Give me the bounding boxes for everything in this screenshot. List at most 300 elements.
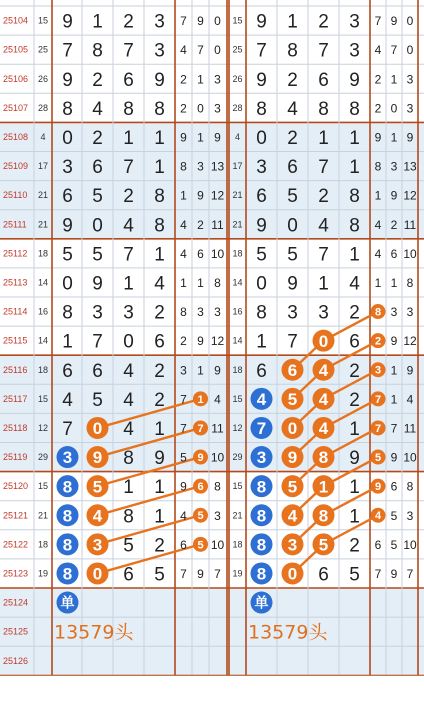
draw-digit: 9	[92, 273, 103, 295]
tail-digit: 7	[197, 43, 204, 58]
tail-digit: 2	[180, 334, 187, 349]
tail-digit: 13	[210, 159, 225, 174]
draw-digit: 1	[349, 127, 360, 149]
odd-label: 单	[60, 595, 75, 612]
draw-digit: 2	[154, 360, 165, 382]
ball-number: 3	[374, 364, 382, 377]
tail-digit: 0	[197, 101, 204, 116]
tail-digit: 1	[390, 130, 398, 145]
tail-digit: 4	[180, 508, 187, 523]
draw-digit: 1	[349, 506, 360, 528]
tail-digit: 5	[390, 537, 398, 552]
ball-number: 5	[92, 477, 103, 497]
tail-digit: 2	[197, 217, 204, 232]
tail-digit: 0	[214, 14, 221, 29]
tail-digit: 3	[214, 101, 221, 116]
tail-digit: 7	[390, 421, 398, 436]
ball-number: 7	[256, 419, 267, 439]
draw-digit: 5	[123, 535, 134, 557]
draw-digit: 7	[318, 157, 329, 179]
draw-digit: 9	[287, 273, 298, 295]
ball-number: 4	[374, 510, 382, 523]
draw-digit: 8	[256, 98, 267, 120]
ball-number: 5	[197, 510, 204, 523]
draw-digit: 7	[287, 331, 298, 353]
sum-value: 19	[37, 568, 49, 579]
tail-digit: 12	[403, 188, 417, 203]
period-number: 25113	[3, 277, 28, 288]
draw-digit: 5	[92, 186, 103, 208]
draw-digit: 3	[318, 302, 329, 324]
draw-digit: 0	[92, 215, 103, 237]
draw-digit: 9	[62, 69, 73, 91]
draw-digit: 8	[349, 186, 360, 208]
draw-digit: 8	[256, 302, 267, 324]
draw-digit: 4	[92, 98, 103, 120]
sum-value: 21	[232, 190, 243, 201]
tail-digit: 3	[406, 305, 414, 320]
draw-digit: 4	[318, 215, 329, 237]
draw-digit: 3	[256, 157, 267, 179]
ball-number: 8	[256, 535, 267, 555]
tail-digit: 1	[197, 72, 204, 87]
ball-number: 5	[197, 539, 204, 552]
draw-digit: 8	[62, 98, 73, 120]
ball-number: 7	[374, 422, 382, 435]
sum-value: 14	[37, 335, 49, 346]
tail-digit: 3	[214, 508, 221, 523]
tail-digit: 2	[374, 72, 382, 87]
tail-digit: 7	[180, 14, 187, 29]
ball-number: 8	[256, 477, 267, 497]
tail-digit: 9	[406, 363, 414, 378]
tail-digit: 1	[390, 72, 398, 87]
sum-value: 15	[37, 15, 49, 26]
draw-digit: 1	[318, 273, 329, 295]
tail-digit: 1	[390, 275, 398, 290]
draw-digit: 5	[62, 244, 73, 266]
period-number: 25114	[3, 306, 28, 317]
draw-digit: 6	[92, 360, 103, 382]
tail-digit: 0	[406, 43, 414, 58]
ball-number: 3	[287, 535, 298, 555]
tail-digit: 6	[374, 537, 382, 552]
draw-digit: 1	[349, 157, 360, 179]
draw-digit: 2	[154, 302, 165, 324]
tail-digit: 4	[180, 217, 187, 232]
draw-digit: 9	[256, 11, 267, 33]
draw-digit: 5	[287, 244, 298, 266]
draw-digit: 2	[92, 127, 103, 149]
sum-value: 21	[37, 219, 49, 230]
ball-number: 1	[197, 393, 204, 406]
draw-digit: 6	[256, 360, 267, 382]
draw-digit: 0	[123, 331, 134, 353]
tail-digit: 11	[211, 217, 224, 232]
period-number: 25124	[3, 597, 29, 608]
draw-digit: 2	[287, 69, 298, 91]
sum-value: 26	[37, 73, 49, 84]
draw-digit: 3	[154, 40, 165, 62]
tail-digit: 6	[197, 246, 204, 261]
draw-digit: 7	[62, 40, 73, 62]
tail-digit: 9	[390, 188, 398, 203]
ball-number: 0	[92, 564, 103, 584]
period-number: 25126	[3, 655, 29, 666]
prediction-note: 13579头	[248, 621, 328, 644]
period-number: 25106	[3, 73, 29, 84]
tail-digit: 8	[180, 159, 187, 174]
draw-digit: 9	[256, 215, 267, 237]
tail-digit: 10	[403, 246, 417, 261]
tail-digit: 2	[390, 217, 398, 232]
tail-digit: 8	[374, 159, 382, 174]
draw-digit: 8	[154, 186, 165, 208]
tail-digit: 4	[374, 43, 382, 58]
tail-digit: 10	[210, 537, 225, 552]
tail-digit: 4	[374, 217, 382, 232]
ball-number: 7	[197, 422, 204, 435]
draw-digit: 7	[123, 40, 134, 62]
draw-digit: 2	[349, 535, 360, 557]
sum-value: 16	[232, 306, 243, 317]
tail-digit: 6	[390, 246, 398, 261]
draw-digit: 3	[287, 302, 298, 324]
draw-digit: 9	[349, 69, 360, 91]
draw-digit: 2	[349, 389, 360, 411]
tail-digit: 9	[180, 479, 187, 494]
tail-digit: 11	[403, 421, 417, 436]
ball-number: 9	[287, 448, 298, 468]
ball-number: 0	[287, 564, 298, 584]
sum-value: 15	[37, 393, 49, 404]
draw-digit: 1	[154, 506, 165, 528]
draw-digit: 1	[123, 273, 134, 295]
tail-digit: 4	[180, 246, 187, 261]
draw-digit: 8	[123, 506, 134, 528]
tail-digit: 0	[214, 43, 221, 58]
ball-number: 9	[197, 452, 204, 465]
draw-digit: 1	[349, 244, 360, 266]
sum-value: 25	[37, 44, 49, 55]
draw-digit: 4	[123, 389, 134, 411]
sum-value: 21	[232, 510, 243, 521]
sum-value: 4	[40, 131, 46, 142]
period-number: 25115	[3, 335, 28, 346]
tail-digit: 9	[214, 363, 221, 378]
tail-digit: 9	[197, 334, 204, 349]
sum-value: 4	[234, 131, 241, 142]
tail-digit: 8	[214, 275, 221, 290]
draw-digit: 2	[318, 11, 329, 33]
tail-digit: 12	[210, 334, 225, 349]
draw-digit: 2	[123, 186, 134, 208]
tail-digit: 13	[403, 159, 417, 174]
tail-digit: 7	[180, 566, 187, 581]
draw-digit: 1	[256, 331, 267, 353]
draw-digit: 4	[154, 273, 165, 295]
draw-digit: 8	[349, 98, 360, 120]
draw-digit: 6	[287, 157, 298, 179]
draw-digit: 7	[256, 40, 267, 62]
draw-digit: 1	[349, 418, 360, 440]
sum-value: 12	[232, 422, 243, 433]
ball-number: 0	[287, 419, 298, 439]
tail-digit: 8	[214, 479, 221, 494]
tail-digit: 1	[197, 275, 204, 290]
draw-digit: 1	[154, 244, 165, 266]
tail-digit: 11	[211, 421, 224, 436]
draw-digit: 7	[92, 331, 103, 353]
tail-digit: 1	[180, 275, 187, 290]
draw-digit: 9	[154, 448, 165, 470]
draw-digit: 5	[92, 244, 103, 266]
draw-digit: 7	[62, 418, 73, 440]
sum-value: 16	[37, 306, 49, 317]
ball-number: 7	[374, 393, 382, 406]
ball-number: 8	[318, 448, 329, 468]
sum-value: 29	[232, 452, 243, 463]
odd-label: 单	[254, 595, 269, 612]
tail-digit: 9	[406, 130, 414, 145]
tail-digit: 8	[406, 479, 414, 494]
draw-digit: 2	[123, 11, 134, 33]
draw-digit: 2	[154, 389, 165, 411]
period-number: 25105	[3, 44, 29, 55]
draw-digit: 7	[123, 157, 134, 179]
ball-number: 3	[62, 448, 73, 468]
draw-digit: 2	[154, 535, 165, 557]
draw-digit: 6	[349, 331, 360, 353]
tail-digit: 1	[390, 392, 398, 407]
tail-digit: 3	[406, 101, 414, 116]
draw-digit: 1	[154, 127, 165, 149]
ball-number: 4	[287, 506, 298, 526]
ball-number: 6	[287, 360, 298, 380]
ball-number: 8	[256, 564, 267, 584]
tail-digit: 10	[403, 537, 417, 552]
draw-digit: 7	[318, 244, 329, 266]
draw-digit: 3	[92, 302, 103, 324]
draw-digit: 9	[256, 69, 267, 91]
draw-digit: 5	[349, 564, 360, 586]
ball-number: 4	[92, 506, 103, 526]
draw-digit: 2	[318, 186, 329, 208]
draw-digit: 2	[287, 127, 298, 149]
sum-value: 17	[232, 161, 243, 172]
draw-digit: 6	[256, 186, 267, 208]
ball-number: 6	[197, 481, 204, 494]
period-number: 25110	[3, 190, 28, 201]
tail-digit: 6	[390, 479, 398, 494]
tail-digit: 5	[180, 450, 187, 465]
draw-digit: 1	[154, 477, 165, 499]
draw-digit: 8	[154, 98, 165, 120]
tail-digit: 0	[390, 101, 398, 116]
draw-digit: 0	[287, 215, 298, 237]
ball-number: 1	[318, 477, 329, 497]
tail-digit: 7	[180, 392, 187, 407]
sum-value: 14	[37, 277, 49, 288]
tail-digit: 1	[390, 363, 398, 378]
tail-digit: 7	[406, 566, 414, 581]
draw-digit: 6	[154, 331, 165, 353]
tail-digit: 11	[403, 217, 417, 232]
period-number: 25116	[3, 364, 28, 375]
tail-digit: 7	[374, 14, 382, 29]
sum-value: 15	[232, 393, 243, 404]
tail-digit: 3	[406, 508, 414, 523]
sum-value: 12	[37, 422, 49, 433]
period-number: 25125	[3, 626, 29, 637]
draw-digit: 3	[123, 302, 134, 324]
tail-digit: 1	[374, 188, 382, 203]
draw-digit: 6	[123, 69, 134, 91]
tail-digit: 10	[403, 450, 417, 465]
tail-digit: 12	[210, 188, 225, 203]
sum-value: 28	[232, 102, 243, 113]
draw-digit: 2	[349, 360, 360, 382]
tail-digit: 3	[197, 305, 204, 320]
tail-digit: 0	[406, 14, 414, 29]
tail-digit: 2	[180, 72, 187, 87]
tail-digit: 1	[197, 363, 204, 378]
draw-digit: 3	[154, 11, 165, 33]
row-background	[0, 646, 424, 675]
ball-number: 8	[62, 506, 73, 526]
draw-digit: 5	[154, 564, 165, 586]
sum-value: 21	[232, 219, 243, 230]
draw-digit: 1	[92, 11, 103, 33]
ball-number: 5	[287, 477, 298, 497]
draw-digit: 0	[62, 273, 73, 295]
draw-digit: 8	[123, 98, 134, 120]
draw-digit: 1	[154, 418, 165, 440]
tail-digit: 2	[180, 101, 187, 116]
tail-digit: 9	[374, 130, 382, 145]
period-number: 25117	[3, 393, 28, 404]
tail-digit: 3	[214, 305, 221, 320]
tail-digit: 5	[390, 508, 398, 523]
prediction-note: 13579头	[54, 621, 134, 644]
ball-number: 3	[92, 535, 103, 555]
sum-value: 15	[37, 481, 49, 492]
draw-digit: 3	[349, 40, 360, 62]
draw-digit: 7	[318, 40, 329, 62]
draw-digit: 9	[154, 69, 165, 91]
ball-number: 9	[374, 481, 382, 494]
draw-digit: 4	[62, 389, 73, 411]
sum-value: 18	[232, 248, 243, 259]
ball-number: 8	[318, 506, 329, 526]
tail-digit: 6	[180, 537, 187, 552]
draw-digit: 8	[287, 40, 298, 62]
period-number: 25120	[3, 481, 29, 492]
ball-number: 4	[256, 389, 267, 409]
sum-value: 19	[232, 568, 243, 579]
sum-value: 18	[232, 364, 243, 375]
period-number: 25108	[3, 131, 29, 142]
tail-digit: 9	[197, 566, 204, 581]
tail-digit: 7	[374, 566, 382, 581]
draw-digit: 2	[349, 302, 360, 324]
draw-digit: 0	[62, 127, 73, 149]
draw-digit: 6	[318, 564, 329, 586]
draw-digit: 8	[318, 98, 329, 120]
sum-value: 26	[232, 73, 243, 84]
tail-digit: 4	[406, 392, 414, 407]
ball-number: 8	[62, 535, 73, 555]
tail-digit: 4	[374, 246, 382, 261]
ball-number: 5	[318, 535, 329, 555]
draw-digit: 0	[256, 273, 267, 295]
tail-digit: 9	[390, 14, 398, 29]
sum-value: 15	[232, 15, 243, 26]
draw-digit: 8	[349, 215, 360, 237]
period-number: 25122	[3, 539, 29, 550]
draw-digit: 4	[123, 418, 134, 440]
draw-digit: 4	[123, 215, 134, 237]
period-number: 25121	[3, 510, 29, 521]
draw-digit: 6	[62, 360, 73, 382]
ball-number: 9	[92, 448, 103, 468]
tail-digit: 10	[210, 246, 225, 261]
sum-value: 18	[232, 539, 243, 550]
tail-digit: 9	[214, 130, 221, 145]
tail-digit: 9	[390, 450, 398, 465]
period-number: 25112	[3, 248, 28, 259]
draw-digit: 2	[92, 69, 103, 91]
tail-digit: 2	[374, 101, 382, 116]
ball-number: 4	[318, 389, 329, 409]
draw-digit: 9	[62, 215, 73, 237]
draw-digit: 0	[256, 127, 267, 149]
ball-number: 4	[318, 419, 329, 439]
draw-digit: 3	[62, 157, 73, 179]
period-number: 25111	[3, 219, 27, 230]
draw-digit: 8	[154, 215, 165, 237]
tail-digit: 9	[390, 566, 398, 581]
draw-digit: 6	[318, 69, 329, 91]
sum-value: 28	[37, 102, 49, 113]
tail-digit: 4	[180, 43, 187, 58]
tail-digit: 3	[214, 72, 221, 87]
tail-digit: 3	[406, 72, 414, 87]
draw-digit: 9	[349, 448, 360, 470]
draw-digit: 1	[62, 331, 73, 353]
draw-digit: 1	[123, 477, 134, 499]
sum-value: 25	[232, 44, 243, 55]
sum-value: 17	[37, 161, 49, 172]
ball-number: 4	[318, 360, 329, 380]
draw-digit: 8	[92, 40, 103, 62]
draw-digit: 6	[92, 157, 103, 179]
draw-digit: 5	[256, 244, 267, 266]
draw-digit: 5	[92, 389, 103, 411]
sum-value: 29	[37, 452, 49, 463]
tail-digit: 1	[197, 130, 204, 145]
period-number: 25109	[3, 161, 29, 172]
tail-digit: 1	[180, 188, 187, 203]
tail-digit: 1	[374, 275, 382, 290]
tail-digit: 7	[390, 43, 398, 58]
draw-digit: 1	[154, 157, 165, 179]
draw-digit: 4	[287, 98, 298, 120]
tail-digit: 3	[390, 159, 398, 174]
draw-digit: 1	[287, 11, 298, 33]
sum-value: 14	[232, 277, 243, 288]
period-number: 25123	[3, 568, 29, 579]
